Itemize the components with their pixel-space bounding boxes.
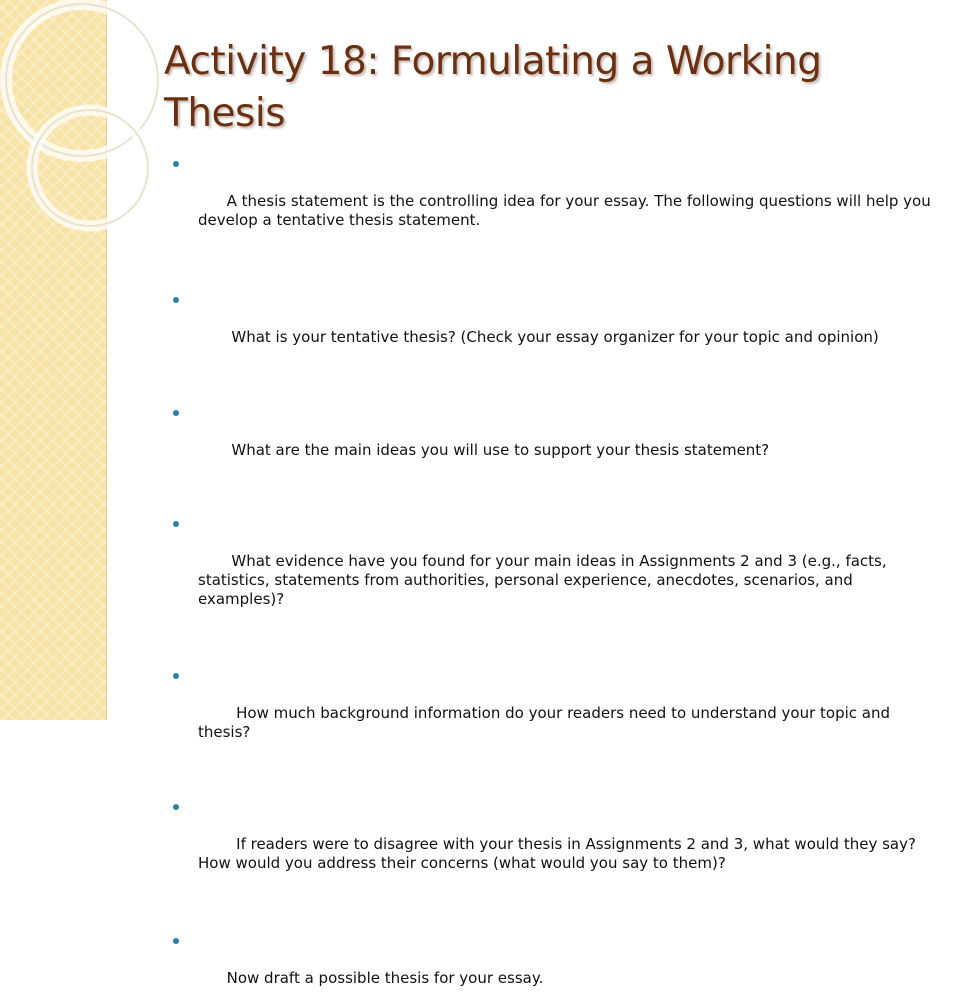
bullet-item: [172, 154, 936, 249]
bullet-dot-icon: [173, 673, 179, 679]
bullet-item: [172, 514, 932, 628]
bullet-list: [172, 154, 936, 1007]
bullet-dot-icon: [173, 521, 179, 527]
bullet-item: [172, 403, 932, 479]
bullet-text: How much background information do your readers need to understand your topic and thesis?: [198, 704, 895, 741]
bullet-dot-icon: [173, 938, 179, 944]
bullet-text: If readers were to disagree with your thesis in Assignments 2 and 3, what would they say? How would you address their concerns (what would you say to them)?: [198, 835, 921, 872]
bullet-item: [172, 797, 932, 892]
bullet-text: A thesis statement is the controlling idea for your essay. The following questions will help you develop a tentative thesis statement.: [198, 192, 936, 229]
bullet-text: What are the main ideas you will use to support your thesis statement?: [226, 441, 770, 459]
bullet-item: [172, 666, 932, 761]
bullet-item: [172, 931, 932, 1007]
ring-lower-rim: [32, 110, 148, 226]
bullet-text: What evidence have you found for your main ideas in Assignments 2 and 3 (e.g., facts, statistics, statements from authorities, personal experience, anecdotes, scenarios, and examples)?: [198, 552, 892, 608]
bullet-text: What is your tentative thesis? (Check your essay organizer for your topic and opinion): [226, 328, 879, 346]
bullet-item: [172, 290, 932, 366]
bullet-dot-icon: [173, 297, 179, 303]
slide-title: Activity 18: Formulating a Working Thesis: [164, 39, 822, 136]
bullet-dot-icon: [173, 410, 179, 416]
bullet-dot-icon: [173, 804, 179, 810]
bullet-text: Now draft a possible thesis for your essay.: [226, 969, 544, 987]
bullet-dot-icon: [173, 161, 179, 167]
